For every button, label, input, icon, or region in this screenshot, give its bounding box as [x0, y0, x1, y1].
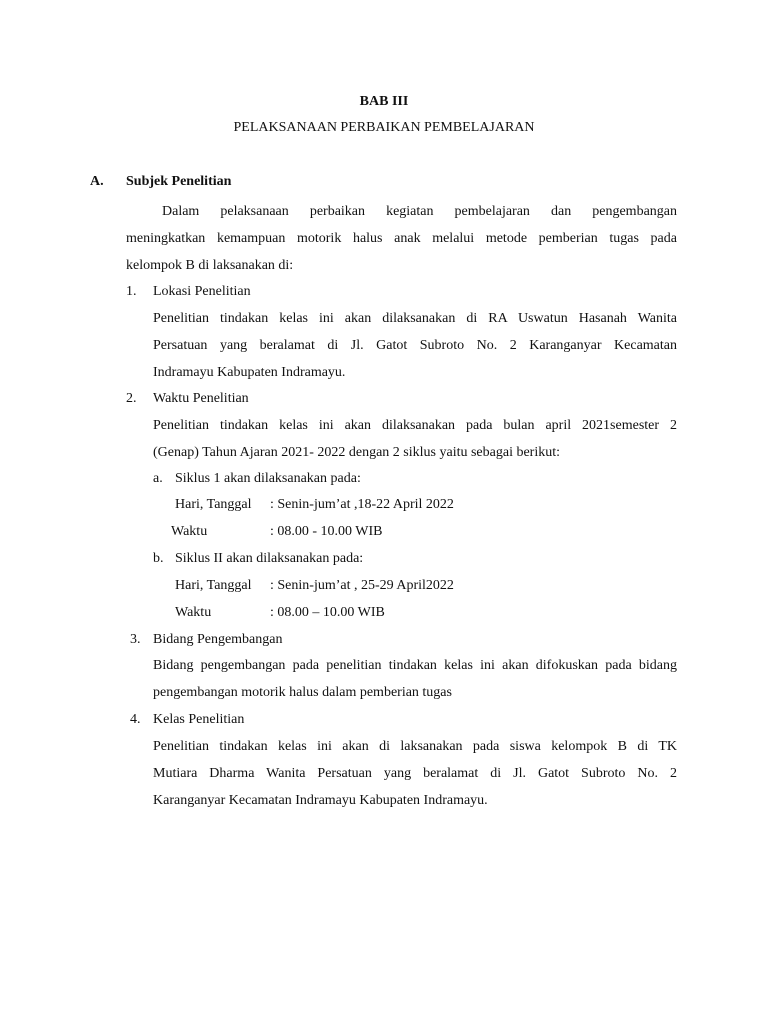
schedule-label: Hari, Tanggal [175, 578, 252, 593]
schedule-label: Waktu [175, 605, 212, 620]
subitem-title: Siklus 1 akan dilaksanakan pada: [175, 471, 361, 486]
list-item-title: Lokasi Penelitian [153, 284, 251, 299]
intro-line: kelompok B di laksanakan di: [126, 258, 294, 273]
item-text-line: Penelitian tindakan kelas ini akan di laksanakan pada siswa kelompok B di TK [153, 739, 677, 754]
intro-line: meningkatkan kemampuan motorik halus anak melalui metode pemberian tugas pada [126, 231, 677, 246]
item-text-line: Penelitian tindakan kelas ini akan dilaksanakan di RA Uswatun Hasanah Wanita [153, 311, 677, 326]
schedule-label: Hari, Tanggal [175, 497, 252, 512]
schedule-value: : Senin-jum’at , 25-29 April2022 [270, 578, 454, 593]
list-item-title: Bidang Pengembangan [153, 632, 283, 647]
list-item-title: Waktu Penelitian [153, 391, 249, 406]
list-item-number: 3. [130, 632, 141, 647]
item-text-line: Mutiara Dharma Wanita Persatuan yang beralamat di Jl. Gatot Subroto No. 2 [153, 766, 677, 781]
item-text-line: Persatuan yang beralamat di Jl. Gatot Subroto No. 2 Karanganyar Kecamatan [153, 338, 677, 353]
item-text-line: Karanganyar Kecamatan Indramayu Kabupaten Indramayu. [153, 793, 488, 808]
list-item-title: Kelas Penelitian [153, 712, 245, 727]
section-heading: Subjek Penelitian [126, 174, 232, 189]
item-text-line: pengembangan motorik halus dalam pemberian tugas [153, 685, 452, 700]
schedule-value: : 08.00 - 10.00 WIB [270, 524, 383, 539]
list-item-number: 1. [126, 284, 137, 299]
subitem-marker: a. [153, 471, 163, 486]
list-item-number: 4. [130, 712, 141, 727]
item-text-line: (Genap) Tahun Ajaran 2021- 2022 dengan 2 siklus yaitu sebagai berikut: [153, 445, 560, 460]
list-item-number: 2. [126, 391, 137, 406]
item-text-line: Bidang pengembangan pada penelitian tindakan kelas ini akan difokuskan pada bidang [153, 658, 677, 673]
section-marker: A. [90, 174, 104, 189]
item-text-line: Penelitian tindakan kelas ini akan dilaksanakan pada bulan april 2021semester 2 [153, 418, 677, 433]
chapter-number: BAB III [359, 94, 409, 109]
schedule-value: : Senin-jum’at ,18-22 April 2022 [270, 497, 454, 512]
item-text-line: Indramayu Kabupaten Indramayu. [153, 365, 346, 380]
schedule-value: : 08.00 – 10.00 WIB [270, 605, 385, 620]
subitem-title: Siklus II akan dilaksanakan pada: [175, 551, 364, 566]
subitem-marker: b. [153, 551, 164, 566]
schedule-label: Waktu [171, 524, 208, 539]
intro-line: Dalam pelaksanaan perbaikan kegiatan pembelajaran dan pengembangan [162, 204, 677, 219]
chapter-title: PELAKSANAAN PERBAIKAN PEMBELAJARAN [233, 120, 535, 135]
